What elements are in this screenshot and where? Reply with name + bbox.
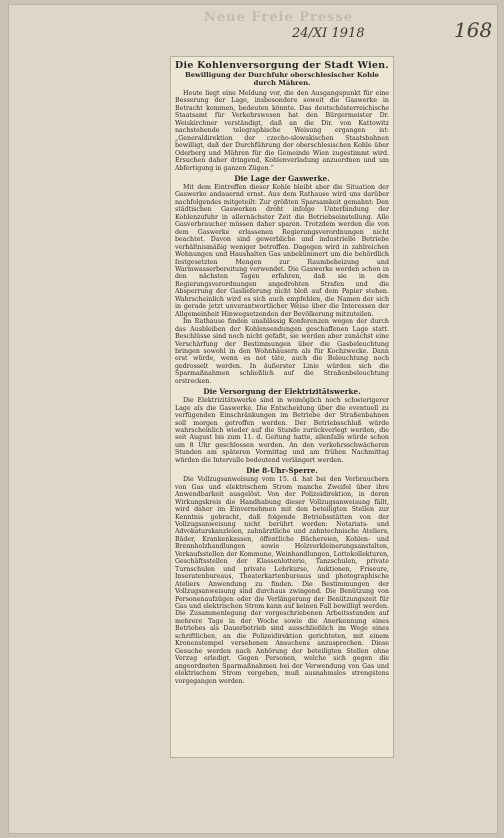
archive-number: 168 [454,18,493,42]
newspaper-name-stamp: Neue Freie Presse [204,10,354,25]
article-title: Die Kohlenversorgung der Stadt Wien. [175,60,389,71]
article-subtitle: Bewilligung der Durchfuhr oberschlesischer Kohle durch Mähren. [184,71,379,87]
section-elektrizitaetswerke-paragraph: Die Elektrizitätswerke sind in womöglich noch schwierigerer Lage als die Gaswerke. Die Entscheidung über die eventuell zu verfügenden Einschränkungen im Betriebe der Straßenbahnen soll morgen getroffen werden. Der Betriebsschluß würde wahrscheinlich wieder auf die Stunde zurückverlegt werden, die seit August bis zum 11. d. Geltung hatte, allenfalls würde schon um 8 Uhr geschlossen werden. An den verkehrsschwächeren Stunden am späteren Vormittag und am frühen Nachmittag würden die Intervalle bedeutend verlängert werden. [175,397,389,464]
article-intro: Heute liegt eine Meldung vor, die den Ausgangspunkt für eine Besserung der Lage, insbesondere soweit die Gaswerke in Betracht kommen, bedeuten könnte. Das deutschösterreichische Staatsamt für Verkehrswesen hat den Bürgermeister Dr. Weiskirchner verständigt, daß an die Dir. von Kattowitz nachstehende telegraphische Weisung ergangen ist: „Generaldirektion der czecho-slowakischen Staatsbahnen bewilligt, daß der Durchführung der oberschlesischen Kohle über Oderberg und Mähren für die Gemeinde Wien zugestimmt wird. Ersuchen daher dringend, Kohlenverladung anzuordnen und um Abfertigung in ganzen Zügen.“ [175,90,389,172]
section-gaswerke-paragraph-1: Mit dem Eintreffen dieser Kohle bleibt aber die Situation der Gaswerke andauernd ernst. Aus dem Rathause wird uns darüber nachfolgendes mitgeteilt: Zur größten Sparsamkeit gemahnt: Den städtischen Gaswerken droht infolge Unterbindung der Kohlenzufuhr in allernächster Zeit die Betriebseinstellung. Alle Gasverbraucher müssen daher sparen. Trotzdem werden die von dem Gaswerke erlassenen Regierungsverordnungen nicht beachtet. Davon sind gewerbliche und industrielle Betriebe verhältnismäßig weniger betroffen. Dagegen wird in zahlreichen Wohnungen und Haushalten Gas unbekümmert um die behördlich festgesetzten Mengen zur Raumbeheizung und Warmwasserbereitung verwendet. Die Gaswerke werden schon in den nächsten Tagen erfahren, daß sie in den Regierungsverordnungen angedrohten Strafen und die Absperrung der Gaslieferung nicht bloß auf dem Papier stehen. Wahrscheinlich wird es sich auch empfehlen, die Namen der sich in gerade jetzt unverantwortlicher Weise über die Interessen der Allgemeinheit Hinwegsetzenden der Bevölkerung mitzuteilen. [175,183,389,318]
handwritten-date: 24/XI 1918 [292,26,365,41]
section-heading-8-uhr-sperre: Die 8-Uhr-Sperre. [246,466,318,476]
newspaper-clipping [170,56,394,758]
section-heading-elektrizitaetswerke: Die Versorgung der Elektrizitätswerke. [203,387,361,397]
section-heading-gaswerke: Die Lage der Gaswerke. [234,173,330,183]
section-8-uhr-sperre-paragraph: Die Vollzugsanweisung vom 15. d. hat bei den Verbrauchern von Gas und elektrischem Strom manche Zweifel über ihre Anwendbarkeit ausgelöst. Von der Polizeidirektion, in deren Wirkungskreis die Handhabung dieser Vollzugsanweisung fällt, wird daher im Einvernehmen mit den beteiligten Stellen zur Kenntnis gebracht, daß folgende Betriebsstätten von der Vollzugsanweisung nicht berührt werden: Notariats- und Advokaturskanzleien, zahnärztliche und zahntechnische Ateliers, Bäder, Krankenkassen, öffentliche Büchereien, Kohlen- und Brennholzhandlungen sowie Holzverkleinerungsanstalten, Verkaufsstellen der Kommune, Weinhandlungen, Lottokollekturen, Geschäftsstellen der Klassenlotterie, Tanzschulen, private Turnschulen und private Lehrkurse, Auktionen, Friseure, Inseratenbureaus, Theaterkartenbureaus und photographische Ateliers Anwendung zu finden. Die Bestimmungen der Vollzugsanweisung sind durchaus zwingend. Die Benützung von Personenaufzügen oder die Verlängerung der Benützungszeit für Gas und elektrischen Strom kann auf keinen Fall bewilligt werden. Die Zusammenlegung der vorgeschriebenen Arbeitsstunden auf mehrere Tage in der Woche sowie die Anerkennung eines Betriebes als Dauerbetrieb sind ausschließlich im Wege eines schriftlichen, an die Polizeidirektion gerichteten, mit einem Kronenstempel versehenen Ansuchens anzusprechen. Diese Gesuche werden nach Anhörung der beteiligten Stellen ohne Verzug erledigt. Gegen Personen, welche sich gegen die angeordneten Sparmaßnahmen bei der Verwendung von Gas und elektrischem Strom vergehen, muß ausnahmslos strengstens vorgegangen werden. [175,476,389,685]
section-gaswerke-paragraph-2: Im Rathause finden unablässig Konferenzen wegen der durch das Ausbleiben der Kohlensendungen geschaffenen Lage statt. Beschlüsse sind noch nicht gefaßt, sie werden aber zunächst eine Verschärfung der Bestimmungen über die Gasbeleuchtung bringen sowohl in den Wohnhäusern als für Kochzwecke. Dann erst würde, wenn es not täte, auch die Beleuchtung noch gedrosselt werden. In äußerster Linie würden sich die Sparmaßnahmen schließlich auf die Straßenbeleuchtung erstrecken. [175,318,389,385]
